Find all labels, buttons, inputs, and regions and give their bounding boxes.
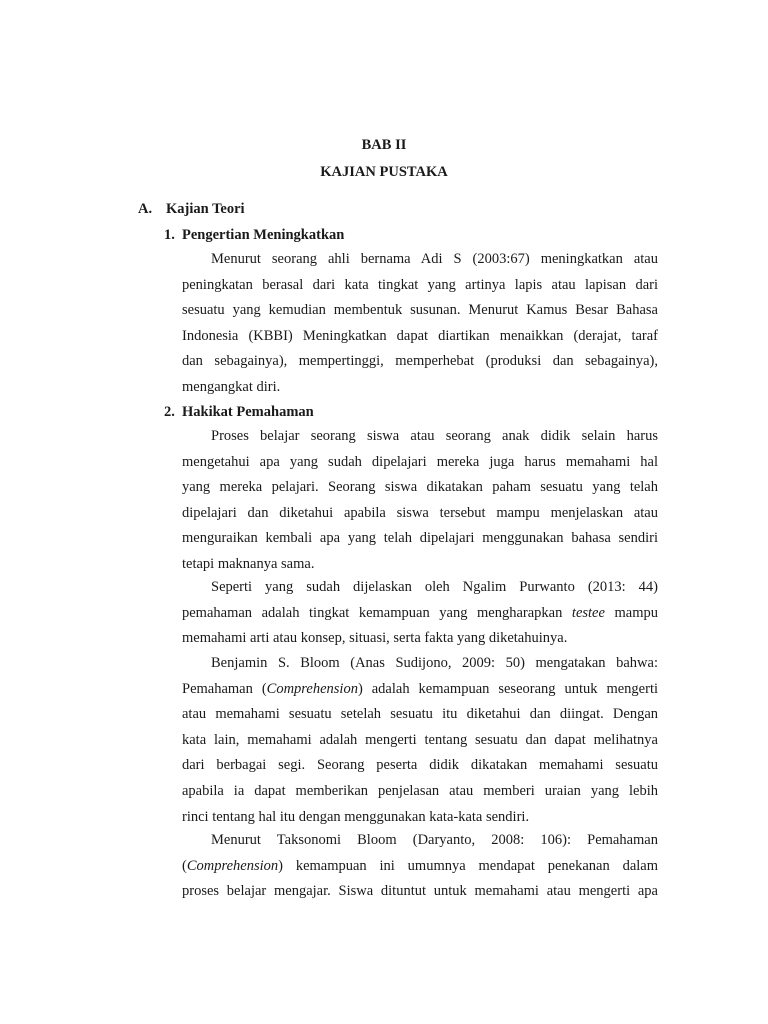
p1-line: Menurut seorang ahli bernama Adi S (2003:67) meningkatkan atau [211, 251, 658, 267]
chapter-number: BAB II [361, 137, 407, 153]
paragraph-5 [182, 828, 658, 905]
p3-text: pemahaman adalah tingkat kemampuan yang mengharapkan [182, 604, 572, 621]
p4-line: Benjamin S. Bloom (Anas Sudijono, 2009: 50) mengatakan bahwa: [211, 655, 658, 671]
p3-line-mixed [182, 601, 658, 627]
p2-line: Proses belajar seorang siswa atau seorang anak didik selain harus [211, 428, 658, 444]
p4-text: ) adalah kemampuan seseorang untuk mengerti [357, 680, 658, 697]
subsection-1-title: Pengertian Meningkatkan [182, 227, 345, 243]
paragraph-4 [182, 651, 658, 830]
p5-line: proses belajar mengajar. Siswa dituntut untuk memahami atau mengerti apa [182, 883, 658, 900]
subsection-1-marker: 1. [164, 227, 175, 243]
p3-italic-term: testee [571, 604, 605, 621]
p4-italic-term: Comprehension [266, 680, 358, 697]
subsection-2-marker: 2. [164, 404, 175, 420]
subsection-2-title: Hakikat Pemahaman [182, 404, 314, 420]
p1-line: sesuatu yang kemudian membentuk susunan. Menurut Kamus Besar Bahasa [182, 302, 658, 319]
p4-line: rinci tentang hal itu dengan menggunakan kata-kata sendiri. [182, 808, 530, 825]
p2-line: dipelajari dan diketahui apabila siswa tersebut mampu menjelaskan atau [182, 504, 658, 521]
p5-text: ( [182, 857, 187, 874]
paragraph-3 [182, 575, 658, 652]
p2-line: tetapi maknanya sama. [182, 555, 315, 572]
paragraph-2 [182, 424, 658, 578]
chapter-title: KAJIAN PUSTAKA [320, 164, 448, 180]
p3-text: mampu [604, 604, 658, 621]
p2-line: yang mereka pelajari. Seorang siswa dikatakan paham sesuatu yang telah [182, 479, 658, 496]
p2-line: menguraikan kembali apa yang telah dipelajari menggunakan bahasa sendiri [182, 530, 658, 547]
p5-line: Menurut Taksonomi Bloom (Daryanto, 2008: 106): Pemahaman [211, 832, 658, 848]
p3-line: memahami arti atau konsep, situasi, serta fakta yang diketahuinya. [182, 630, 568, 647]
p4-line: kata lain, memahami adalah mengerti tentang sesuatu dan dapat melihatnya [182, 731, 658, 748]
p4-line-mixed [182, 677, 658, 703]
p4-text: Pemahaman ( [182, 680, 267, 697]
p1-line: mengangkat diri. [182, 378, 281, 395]
p5-italic-term: Comprehension [186, 857, 279, 874]
section-a-title: Kajian Teori [166, 201, 245, 217]
p4-line: dari berbagai segi. Seorang peserta didik dikatakan memahami sesuatu [182, 757, 658, 774]
paragraph-1 [182, 247, 658, 401]
p3-line: Seperti yang sudah dijelaskan oleh Ngalim Purwanto (2013: 44) [211, 579, 658, 595]
p1-line: peningkatan berasal dari kata tingkat yang artinya lapis atau lapisan dari [182, 276, 658, 293]
p1-line: dan sebagainya), mempertinggi, memperhebat (produksi dan sebagainya), [182, 353, 658, 370]
p2-line: mengetahui apa yang sudah dipelajari mereka juga harus memahami hal [182, 453, 658, 470]
p4-line: apabila ia dapat memberikan penjelasan atau memberi uraian yang lebih [182, 782, 658, 799]
p1-line: Indonesia (KBBI) Meningkatkan dapat diartikan menaikkan (derajat, taraf [182, 327, 658, 344]
p4-line: atau memahami sesuatu setelah sesuatu itu diketahui dan diingat. Dengan [182, 706, 658, 723]
p5-line-mixed [182, 854, 658, 880]
p5-text: ) kemampuan ini umumnya mendapat penekanan dalam [278, 857, 658, 874]
section-a-marker: A. [138, 201, 153, 217]
